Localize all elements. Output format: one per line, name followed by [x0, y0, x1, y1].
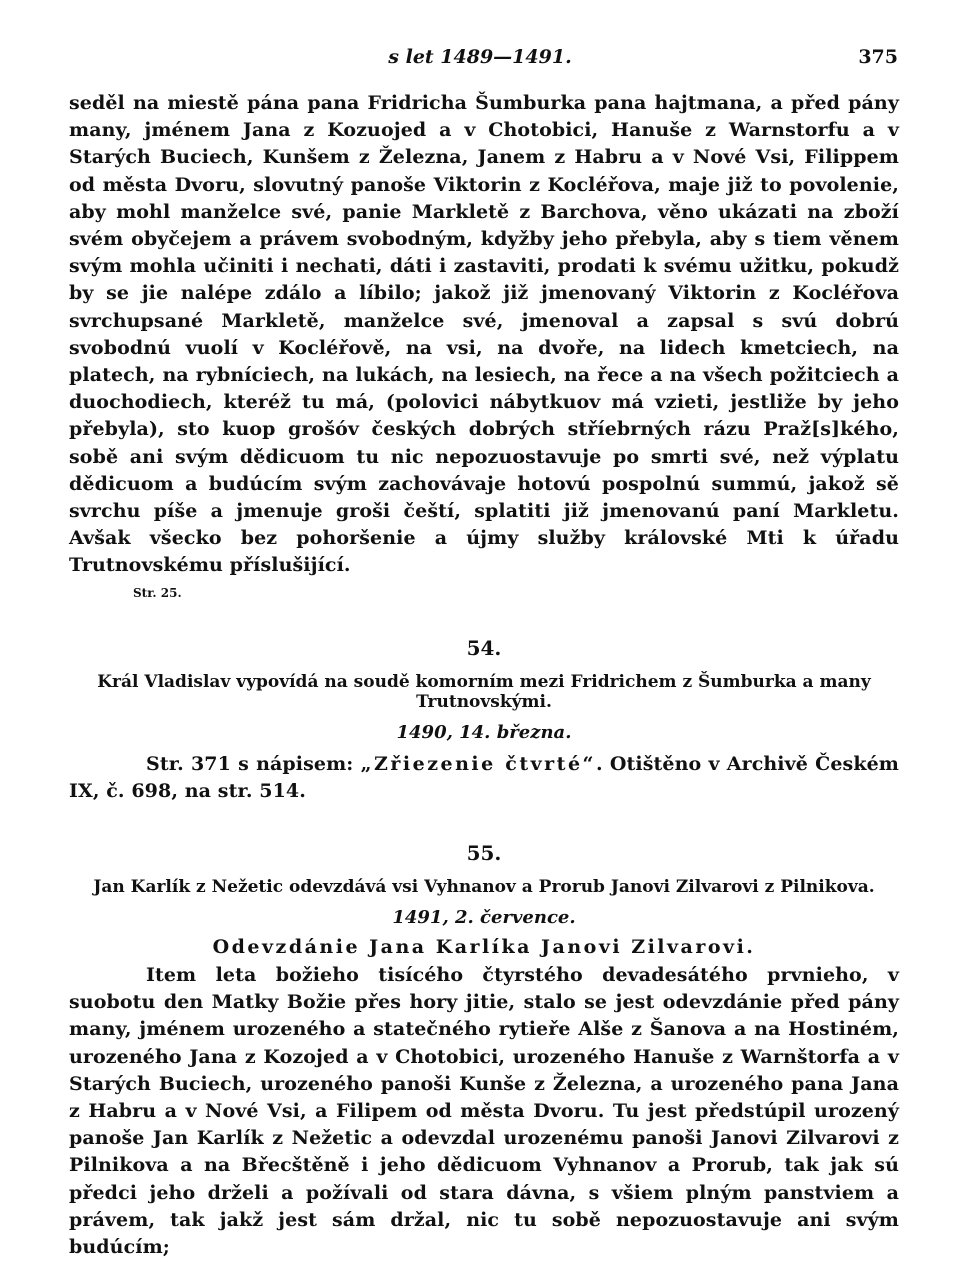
running-header: [0, 44, 960, 74]
entry-55: [69, 841, 899, 1261]
entry-number: 54.: [466, 635, 502, 660]
entry-note: [69, 751, 899, 805]
section-title: Odevzdánie Jana Karlíka Janovi Zilvarovi.: [212, 936, 756, 959]
page-body: [69, 90, 899, 1261]
source-reference: Str. 25.: [133, 585, 182, 600]
continued-paragraph: seděl na miestě pána pana Fridricha Šumburka pana hajtmana, a před pány many, jménem Jana z Kozuojed a v Chotobici, Hanuše z Warnstorfu a v Starých Buciech, Kunšem z Železna, Janem z Habru a v Nové Vsi, Filippem od města Dvoru, slovutný panoše Viktorin z Kocléřova, maje již to povolenie, aby mohl manželce své, panie Markletě z Barchova, věno ukázati na zboží svém obyčejem a právem svobodným, kdyžby jeho přebyla, aby s tiem věnem svým mohla učiniti i nechati, dáti i zastaviti, prodati k svému užitku, pokudž by se jie nalépe zdálo a líbilo; jakož již jmenovaný Viktorin z Kocléřova svrchupsané Markletě, manželce své, jmenoval a zapsal s svú dobrú svobodnú vuolí v Kocléřově, na vsi, na dvoře, na lidech kmetciech, na platech, na rybníciech, na lukách, na lesiech, na řece a na všech požitciech a duochodiech, kteréž tu má, (polovici nábytkuov má vzieti, jestliže by jeho přebyla), sto kuop grošóv českých dobrých stříebrných rázu Praž[s]kého, sobě ani svým dědicuom tu nic nepozuostavuje po smrti své, než výplatu dědicuom a budúcím svým zachovávaje hotovú pospolnú summú, jakož sě svrchu píše a jmenuje groši čeští, splatiti již jmenovanú paní Markletu. Avšak všecko bez pohoršenie a újmy služby královské Mti k úřadu Trutnovskému příslušijící.: [69, 92, 899, 577]
entry-note-rest: . Otištěno v Archivě Českém IX, č. 698, na str. 514.: [69, 752, 899, 802]
entry-note-title: „Zřiezenie čtvrté“: [360, 752, 596, 775]
entry-54: [69, 636, 899, 805]
page-number: 375: [858, 46, 898, 68]
entry-summary: Král Vladislav vypovídá na soudě komorním mezi Fridrichem z Šumburka a many Trutnovskými.: [97, 671, 871, 712]
header-title: s let 1489—1491.: [388, 46, 572, 68]
entry-date: 1491, 2. července.: [392, 907, 576, 929]
entry-note-lead: Str. 371 s nápisem:: [146, 752, 361, 775]
entry-number: 55.: [466, 841, 502, 866]
entry-date: 1490, 14. března.: [396, 721, 572, 743]
entry-summary: Jan Karlík z Nežetic odevzdává vsi Vyhnanov a Prorub Janovi Zilvarovi z Pilnikova.: [93, 877, 875, 898]
entry-text: Item leta božieho tisícého čtyrstého devadesátého prvnieho, v suobotu den Matky Božie přes hory jitie, stalo se jest odevzdánie před pány many, jménem urozeného a statečného rytieře Alše z Šanova a na Hostiném, urozeného Jana z Kozojed a v Chotobici, urozeného Hanuše z Warnštorfa a v Starých Buciech, urozeného panoši Kunše z Železna, a urozeného pana Jana z Habru a v Nové Vsi, a Filipem od města Dvoru. Tu jest předstúpil urozený panoše Jan Karlík z Nežetic a odevzdal urozenému panoši Janovi Zilvarovi z Pilnikova a na Břecštěně i jeho dědicuom Vyhnanov a Prorub, tak jak sú předci jeho drželi a požívali od stara dávna, s všiem plným panstviem a právem, tak jakž jest sám držal, nic tu sobě nepozuostavuje ani svým budúcím;: [69, 964, 899, 1259]
